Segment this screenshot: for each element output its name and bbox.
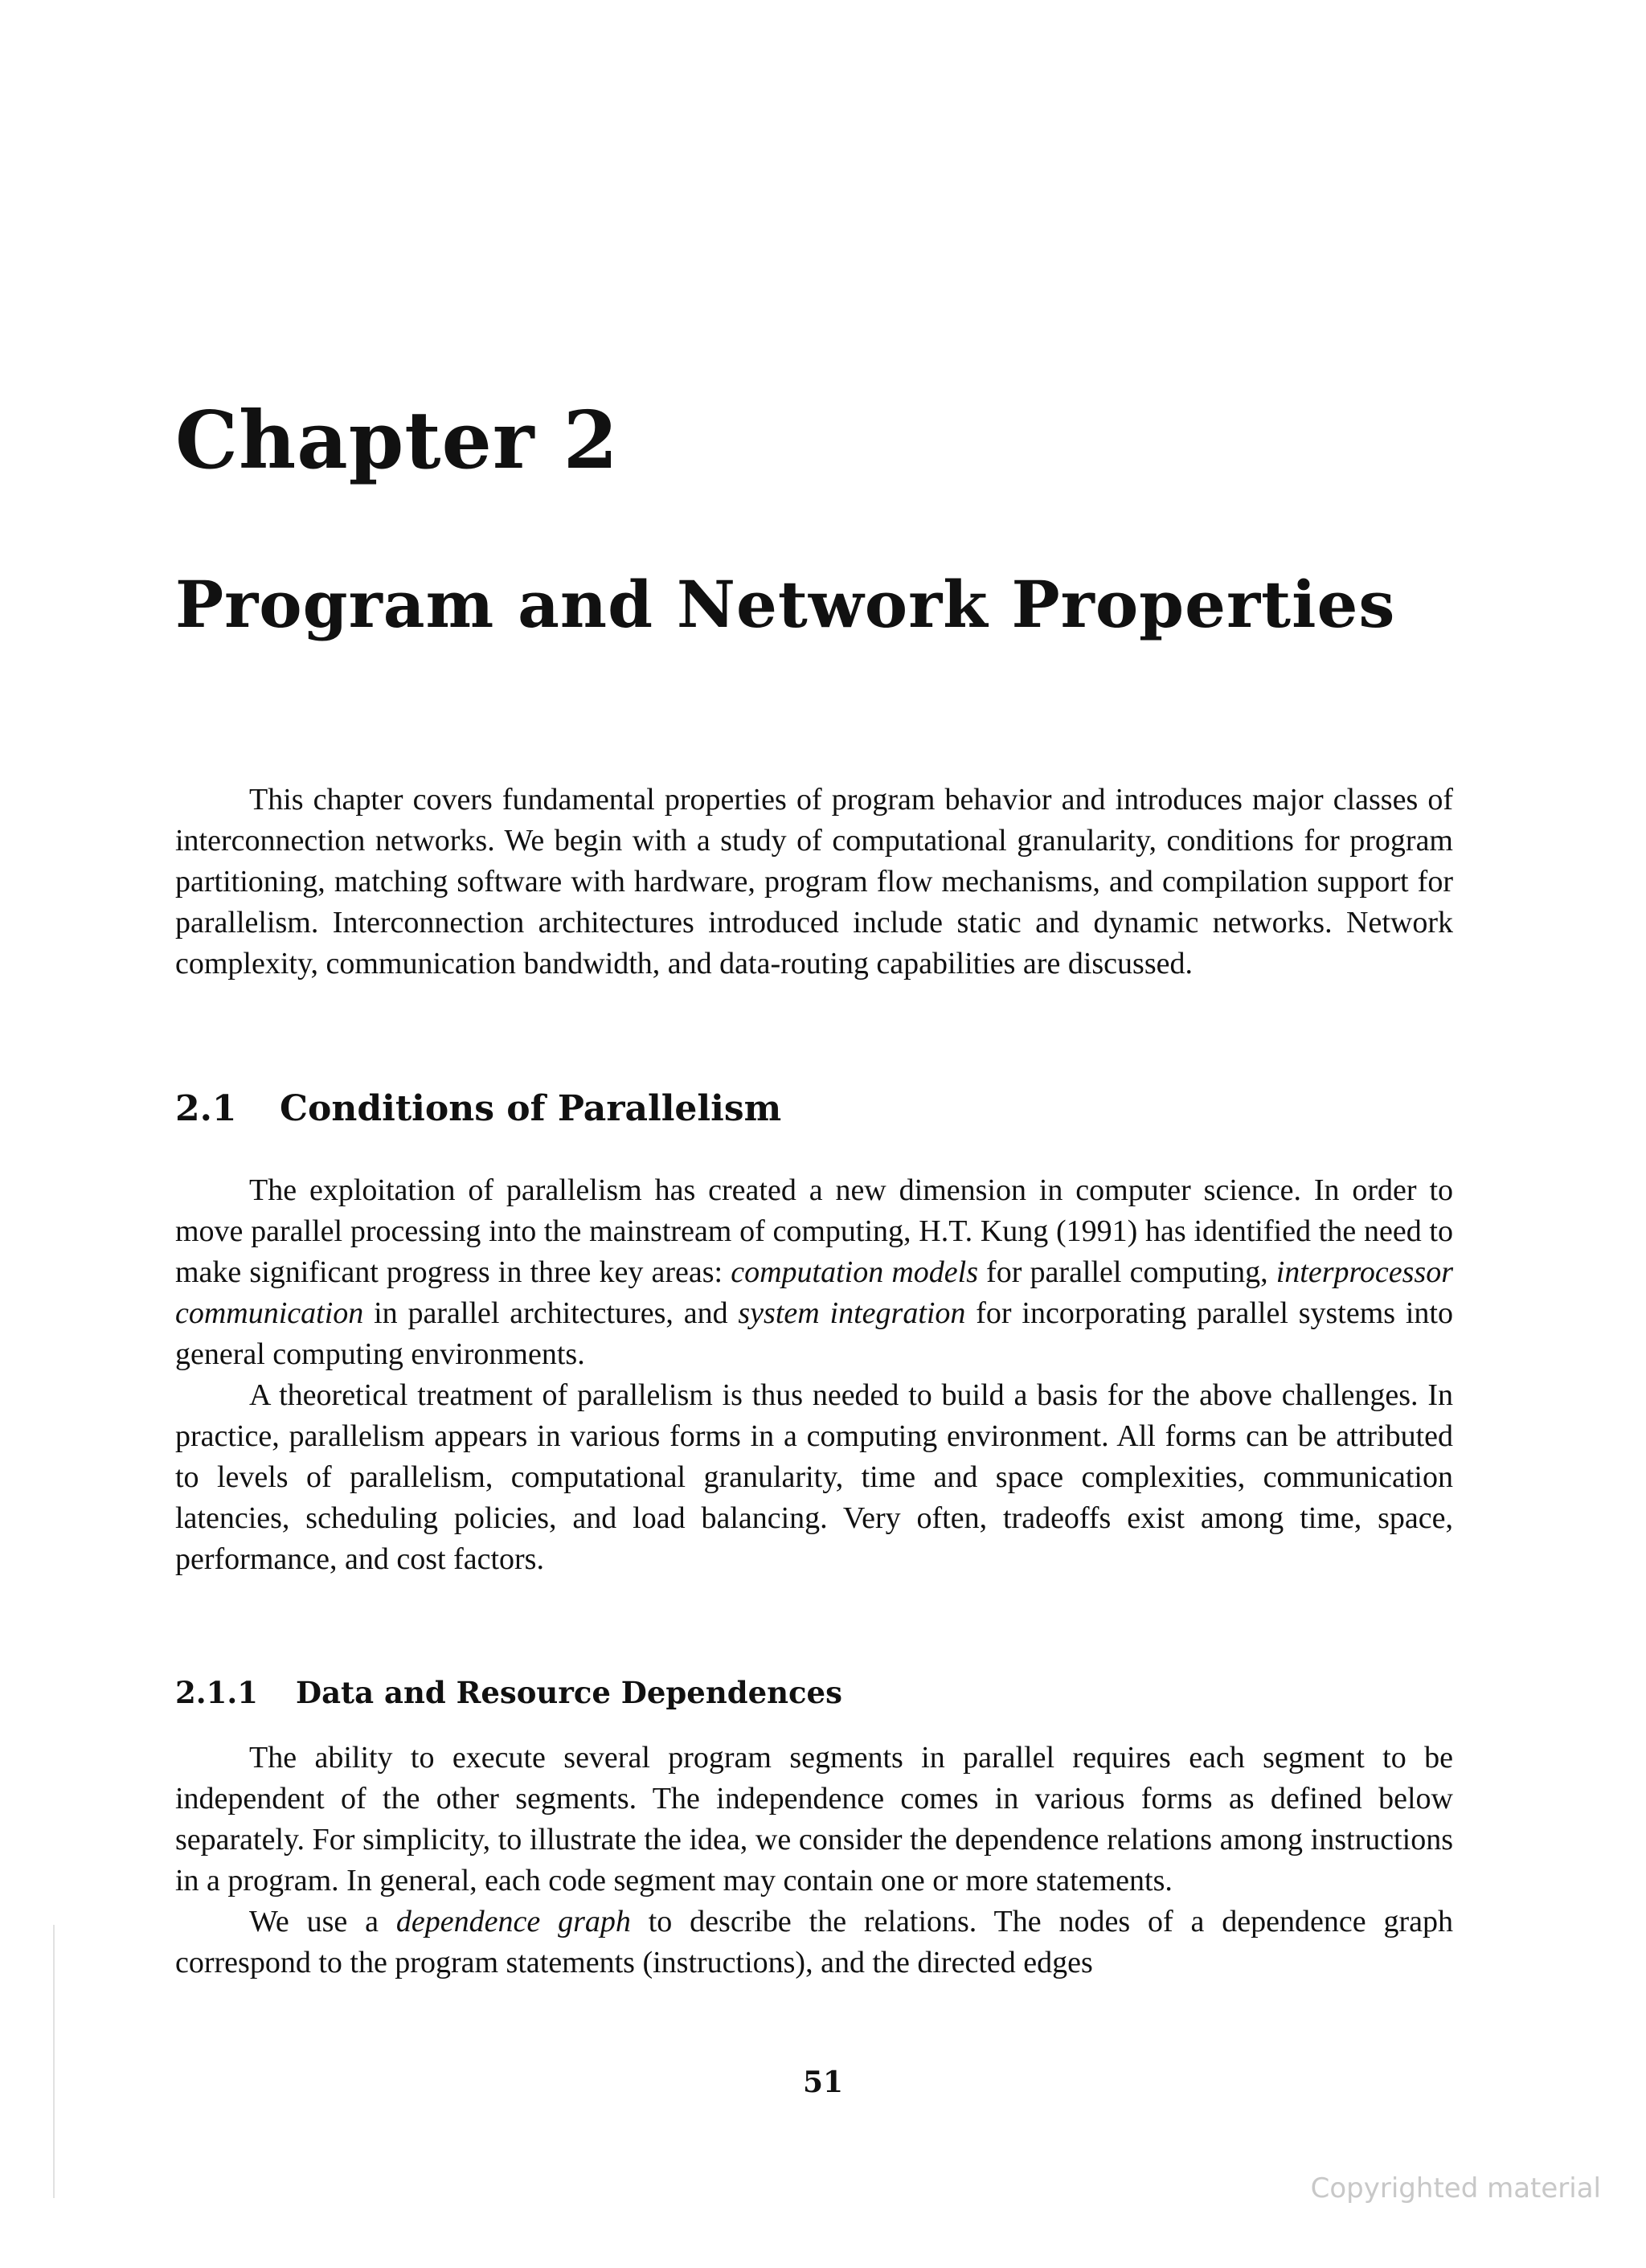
subsection-title: Data and Resource Dependences	[296, 1675, 842, 1710]
text-run: for incorporating parallel systems into general computing environments.	[175, 1296, 1453, 1371]
scan-margin-line	[53, 1925, 55, 2198]
subsection-number: 2.1.1	[175, 1675, 258, 1710]
chapter-label: Chapter 2	[175, 395, 619, 487]
section-2-1-body	[175, 1170, 1453, 1580]
section-number: 2.1	[175, 1088, 237, 1129]
emphasis-computation-models: computation models	[731, 1255, 978, 1289]
text-run: in parallel architectures, and	[363, 1296, 739, 1330]
section-2-1-paragraph-1	[175, 1170, 1453, 1375]
intro-paragraph: This chapter covers fundamental properties of program behavior and introduces major classes of interconnection networks. We begin with a study of computational granularity, conditions for program partitioning, matching software with hardware, program flow mechanisms, and compilation support for parallelism. Interconnection architectures introduced include static and dynamic networks. Network complexity, communication bandwidth, and data-routing capabilities are discussed.	[175, 783, 1453, 980]
chapter-title: Program and Network Properties	[175, 567, 1396, 642]
section-2-1-paragraph-2: A theoretical treatment of parallelism is thus needed to build a basis for the above challenges. In practice, parallelism appears in various forms in a computing environment. All forms can be attributed to levels of parallelism, computational granularity, time and space complexities, communication latencies, scheduling policies, and load balancing. Very often, tradeoffs exist among time, space, performance, and cost factors.	[175, 1378, 1453, 1576]
emphasis-interprocessor-communication: interprocessor communication	[175, 1255, 1453, 1330]
text-run: for parallel computing,	[978, 1255, 1276, 1289]
section-2-1-1-body	[175, 1738, 1453, 1983]
chapter-intro	[175, 780, 1453, 985]
copyright-watermark: Copyrighted material	[1310, 2172, 1601, 2205]
section-heading-2-1	[175, 1088, 782, 1129]
page-number: 51	[802, 2065, 844, 2099]
section-title: Conditions of Parallelism	[280, 1088, 782, 1129]
text-run: to describe the relations. The nodes of a dependence graph correspond to the program statements (instructions), and the directed edges	[175, 1905, 1453, 1979]
emphasis-system-integration: system integration	[738, 1296, 966, 1330]
section-2-1-1-paragraph-1: The ability to execute several program segments in parallel requires each segment to be independent of the other segments. The independence comes in various forms as defined below separately. For simplicity, to illustrate the idea, we consider the dependence relations among instructions in a program. In general, each code segment may contain one or more statements.	[175, 1741, 1453, 1898]
subsection-heading-2-1-1	[175, 1675, 842, 1710]
text-run: We use a	[249, 1905, 396, 1938]
section-2-1-1-paragraph-2	[175, 1902, 1453, 1983]
text-run: The exploitation of parallelism has created a new dimension in computer science. In order to move parallel processing into the mainstream of computing, H.T. Kung (1991) has identified the need to make significant progress in three key areas:	[175, 1173, 1453, 1289]
emphasis-dependence-graph: dependence graph	[395, 1905, 631, 1938]
